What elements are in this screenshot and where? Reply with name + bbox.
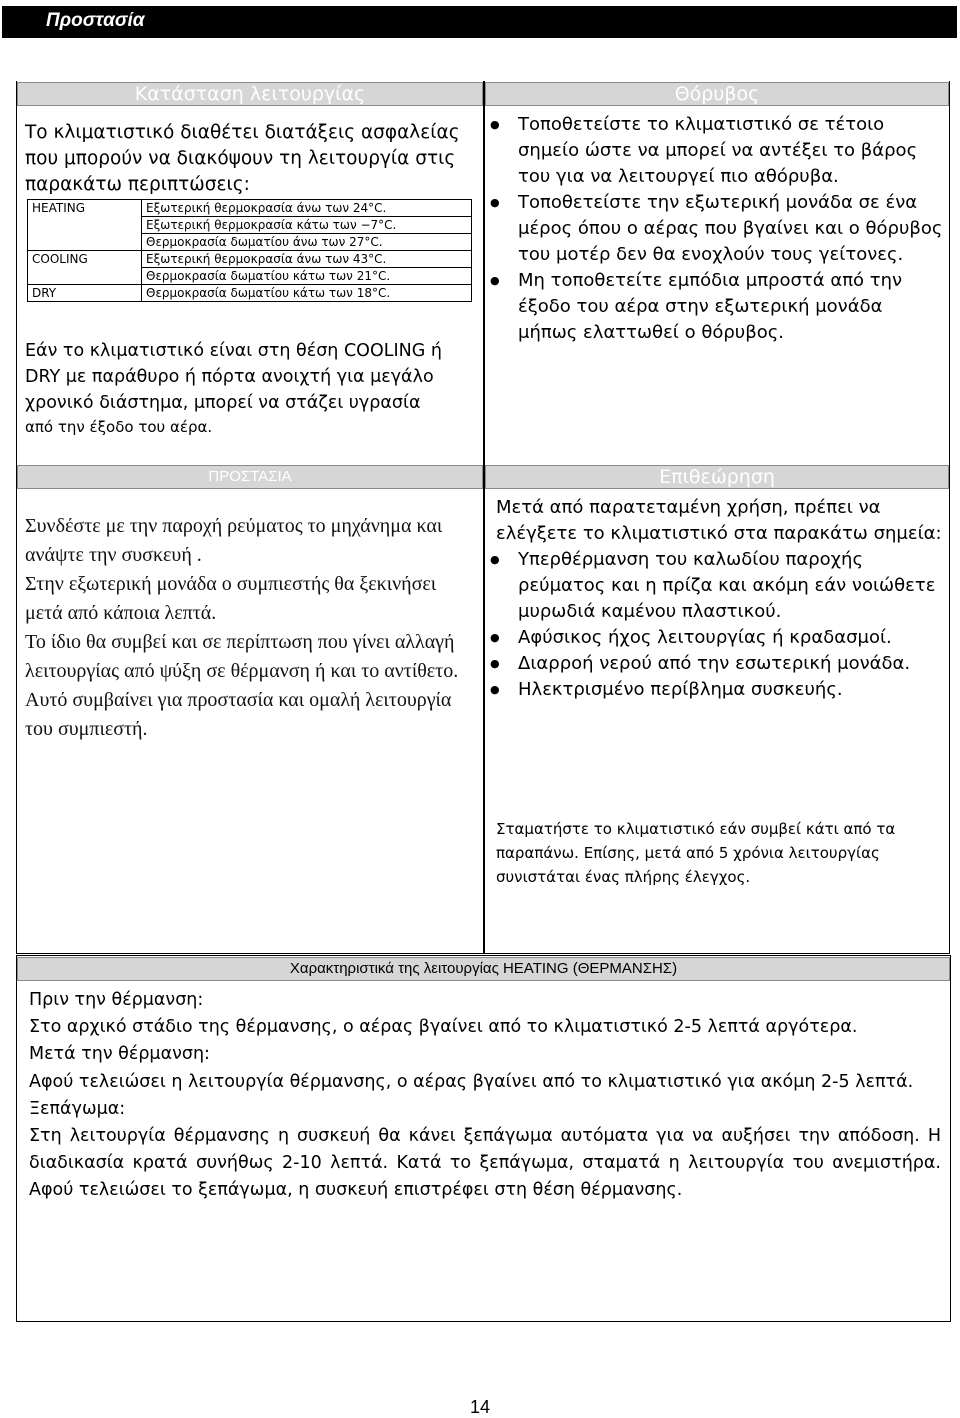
inspection-note: Σταματήστε το κλιματιστικό εάν συμβεί κάτι από τα παραπάνω. Επίσης, μετά από 5 χρόνια λειτουργίας συνιστάται ένας πλήρης έλεγχος. xyxy=(496,820,896,886)
protection-header: ΠΡΟΣΤΑΣΙΑ xyxy=(17,465,483,489)
protection-paragraph: Συνδέστε με την παροχή ρεύματος το μηχάνημα και ανάψτε την συσκευή . xyxy=(25,515,443,566)
grid-divider xyxy=(483,81,485,954)
heating-header: Χαρακτηριστικά της λειτουργίας HEATING (ΘΕΡΜΑΝΣΗΣ) xyxy=(17,957,950,981)
noise-list xyxy=(487,112,947,346)
operation-state-note xyxy=(25,338,480,438)
condition-cell: Θερμοκρασία δωματίου κάτω των 18°C. xyxy=(142,285,472,302)
heating-defrost-text: Στη λειτουργία θέρμανσης η συσκευή θα κάνει ξεπάγωμα αυτόματα για να αυξήσει την απόδοση. Η διαδικασία κρατά συνήθως 2-10 λεπτά. Κατά το ξεπάγωμα, σταματά η λειτουργία του ανεμιστήρα. Αφού τελειώσει το ξεπάγωμα, η συσκευή επιστρέφει στη θέση θέρμανσης. xyxy=(29,1126,941,1201)
list-item: ● Μη τοποθετείτε εμπόδια μπροστά από την έξοδο του αέρα στην εξωτερική μονάδα μήπως ελαττωθεί ο θόρυβος. xyxy=(487,268,947,346)
list-item: ● Ηλεκτρισμένο περίβλημα συσκευής. xyxy=(487,677,946,703)
condition-cell: Εξωτερική θερμοκρασία άνω των 24°C. xyxy=(142,200,472,217)
list-item: ● Τοποθετείστε το κλιματιστικό σε τέτοιο σημείο ώστε να μπορεί να αντέξει το βάρος του για να λειτουργεί πιο αθόρυβα. xyxy=(487,112,947,190)
heating-before-text: Στο αρχικό στάδιο της θέρμανσης, ο αέρας βγαίνει από το κλιματιστικό 2-5 λεπτά αργότερα. xyxy=(29,1017,858,1038)
heating-before-label: Πριν την θέρμανση: xyxy=(29,990,204,1010)
heating-after-text: Αφού τελειώσει η λειτουργία θέρμανσης, ο αέρας βγαίνει από το κλιματιστικό για ακόμη 2-5 λεπτά. xyxy=(29,1071,914,1092)
operation-state-note-end: από την έξοδο του αέρα. xyxy=(25,418,213,436)
mode-cell: COOLING xyxy=(28,251,142,285)
heating-text xyxy=(29,987,941,1205)
condition-cell: Εξωτερική θερμοκρασία άνω των 43°C. xyxy=(142,251,472,268)
inspection-content xyxy=(496,495,946,703)
list-item: ● Τοποθετείστε την εξωτερική μονάδα σε ένα μέρος όπου ο αέρας που βγαίνει και ο θόρυβος του μοτέρ δεν θα ενοχλούν τους γείτονες. xyxy=(487,190,947,268)
operation-state-note-text: Εάν το κλιματιστικό είναι στη θέση COOLING ή DRY με παράθυρο ή πόρτα ανοιχτή για μεγάλο χρονικό διάστημα, μπορεί να στάζει υγρασία xyxy=(25,341,442,413)
condition-cell: Θερμοκρασία δωματίου άνω των 27°C. xyxy=(142,234,472,251)
protection-paragraph: Το ίδιο θα συμβεί και σε περίπτωση που γίνει αλλαγή λειτουργίας από ψύξη σε θέρμανση ή και το αντίθετο. xyxy=(25,631,459,682)
inspection-list xyxy=(487,547,946,703)
list-item: ● Υπερθέρμανση του καλωδίου παροχής ρεύματος και η πρίζα και ακόμη εάν νοιώθετε μυρωδιά καμένου πλαστικού. xyxy=(487,547,946,625)
operation-state-intro: Το κλιματιστικό διαθέτει διατάξεις ασφαλείας που μπορούν να διακόψουν τη λειτουργία στις παρακάτω περιπτώσεις: xyxy=(25,122,460,195)
protection-conditions-table xyxy=(27,199,472,302)
heating-after-label: Μετά την θέρμανση: xyxy=(29,1044,210,1065)
protection-text xyxy=(25,512,475,744)
protection-paragraph: Στην εξωτερική μονάδα ο συμπιεστής θα ξεκινήσει μετά από κάποια λεπτά. xyxy=(25,573,437,624)
page-header xyxy=(2,6,957,38)
inspection-intro: Μετά από παρατεταμένη χρήση, πρέπει να ελέγξετε το κλιματιστικό στα παρακάτω σημεία: xyxy=(496,497,942,544)
mode-cell: HEATING xyxy=(28,200,142,251)
list-item: ● Αφύσικος ήχος λειτουργίας ή κραδασμοί. xyxy=(487,625,946,651)
protection-paragraph: Αυτό συμβαίνει για προστασία και ομαλή λειτουργία του συμπιεστή. xyxy=(25,689,452,740)
list-item: ● Διαρροή νερού από την εσωτερική μονάδα. xyxy=(487,651,946,677)
condition-cell: Εξωτερική θερμοκρασία κάτω των −7°C. xyxy=(142,217,472,234)
mode-cell: DRY xyxy=(28,285,142,302)
operation-state-header: Κατάσταση λειτουργίας xyxy=(17,82,483,106)
condition-cell: Θερμοκρασία δωματίου κάτω των 21°C. xyxy=(142,268,472,285)
noise-header: Θόρυβος xyxy=(485,82,949,106)
page-header-title: Προστασία xyxy=(46,10,145,31)
heating-defrost-label: Ξεπάγωμα: xyxy=(29,1098,126,1119)
page-number: 14 xyxy=(469,1397,491,1417)
inspection-header: Επιθεώρηση xyxy=(485,465,949,489)
